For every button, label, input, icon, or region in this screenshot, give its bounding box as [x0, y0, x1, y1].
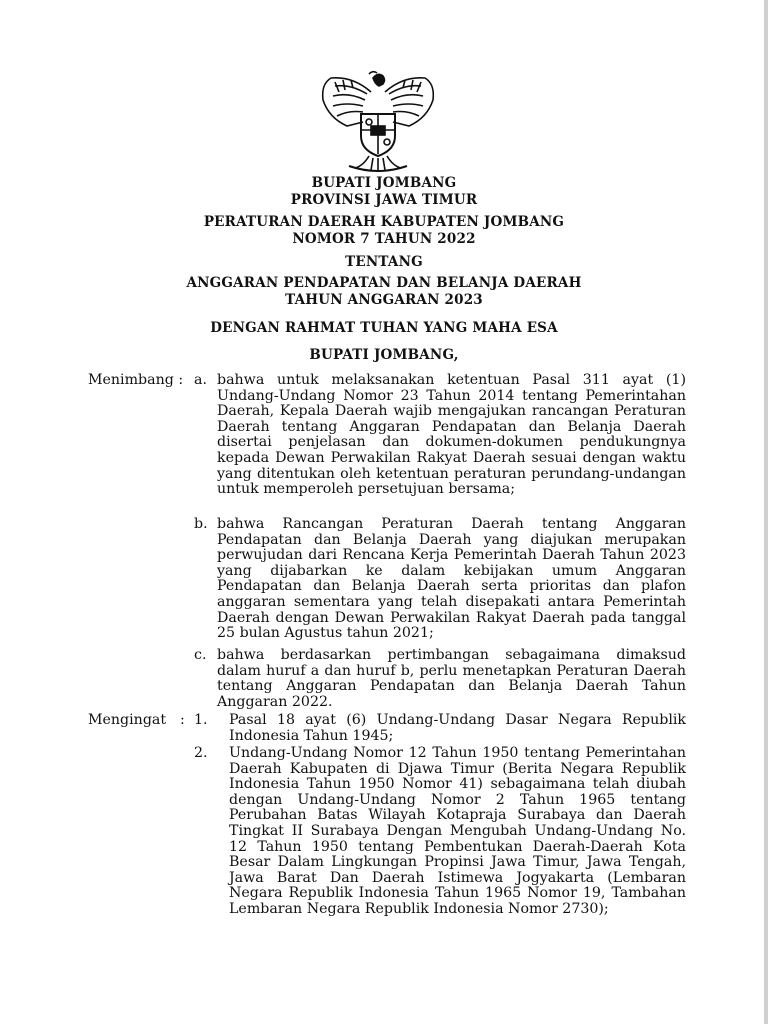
- item-marker: 1.: [194, 712, 208, 728]
- item-marker: c.: [194, 647, 207, 663]
- item-marker: a.: [194, 372, 207, 388]
- regulation-number: NOMOR 7 TAHUN 2022: [292, 231, 476, 247]
- subject-line-1: ANGGARAN PENDAPATAN DAN BELANJA DAERAH: [186, 275, 582, 291]
- item-marker: 2.: [194, 745, 208, 761]
- mengingat-colon: :: [180, 712, 185, 728]
- item-text: bahwa untuk melaksanakan ketentuan Pasal 311 ayat (1) Undang-Undang Nomor 23 Tahun 2014 tentang Pemerintahan Daerah, Kepala Daerah wajib mengajukan rancangan Peraturan Daerah tentang Anggaran Pendapatan dan Belanja Daerah disertai penjelasan dan dokumen-dokumen pendukungnya kepada Dewan Perwakilan Rakyat Daerah sesuai dengan waktu yang ditentukan oleh ketentuan peraturan perundang-undangan untuk memperoleh persetujuan bersama;: [217, 372, 686, 498]
- tentang-heading: TENTANG: [345, 254, 423, 270]
- mengingat-label: Mengingat: [88, 712, 167, 728]
- header-province: PROVINSI JAWA TIMUR: [290, 192, 478, 208]
- item-text: Undang-Undang Nomor 12 Tahun 1950 tentang Pemerintahan Daerah Kabupaten di Djawa Timur (Berita Negara Republik Indonesia Tahun 1950 Nomor 41) sebagaimana telah diubah dengan Undang-Undang Nomor 2 Tahun 1965 tentang Perubahan Batas Wilayah Kotapraja Surabaya dan Daerah Tingkat II Surabaya Dengan Mengubah Undang-Undang No. 12 Tahun 1950 tentang Pembentukan Daerah-Daerah Kota Besar Dalam Lingkungan Propinsi Jawa Timur, Jawa Tengah, Jawa Barat Dan Daerah Istimewa Jogyakarta (Lembaran Negara Republik Indonesia Tahun 1965 Nomor 19, Tambahan Lembaran Negara Republik Indonesia Nomor 2730);: [229, 745, 686, 917]
- item-text: Pasal 18 ayat (6) Undang-Undang Dasar Negara Republik Indonesia Tahun 1945;: [229, 712, 686, 744]
- issuer-line: BUPATI JOMBANG,: [309, 347, 459, 363]
- header-bupati: BUPATI JOMBANG: [311, 175, 457, 191]
- item-marker: b.: [194, 516, 208, 532]
- item-text: bahwa berdasarkan pertimbangan sebagaimana dimaksud dalam huruf a dan huruf b, perlu menetapkan Peraturan Daerah tentang Anggaran Pendapatan dan Belanja Daerah Tahun Anggaran 2022.: [217, 647, 686, 710]
- page-edge: [764, 0, 768, 1024]
- regulation-title: PERATURAN DAERAH KABUPATEN JOMBANG: [203, 214, 565, 230]
- menimbang-label: Menimbang :: [88, 372, 184, 388]
- subject-line-2: TAHUN ANGGARAN 2023: [285, 292, 483, 308]
- item-text: bahwa Rancangan Peraturan Daerah tentang Anggaran Pendapatan dan Belanja Daerah yang diajukan merupakan perwujudan dari Rencana Kerja Pemerintah Daerah Tahun 2023 yang dijabarkan ke dalam kebijakan umum Anggaran Pendapatan dan Belanja Daerah serta prioritas dan plafon anggaran sementara yang telah disepakati antara Pemerintah Daerah dengan Dewan Perwakilan Rakyat Daerah pada tanggal 25 bulan Agustus tahun 2021;: [217, 516, 686, 642]
- garuda-emblem-icon: [313, 70, 443, 176]
- blessing-line: DENGAN RAHMAT TUHAN YANG MAHA ESA: [210, 320, 558, 336]
